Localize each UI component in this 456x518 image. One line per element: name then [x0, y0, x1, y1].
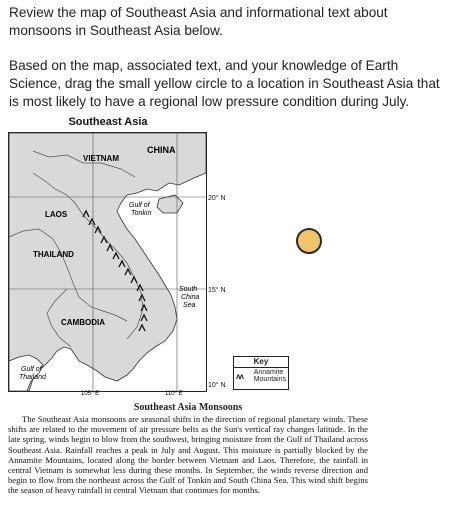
label-south-china-2: China	[181, 294, 200, 301]
label-china: CHINA	[147, 145, 176, 155]
label-south-china-3: Sea	[183, 302, 196, 309]
label-vietnam: VIETNAM	[83, 154, 119, 163]
map-title: Southeast Asia	[68, 116, 148, 128]
key-row-annamite	[234, 368, 288, 384]
key-label-line-1: Annamite	[253, 369, 284, 376]
instruction-paragraph-1: Review the map of Southeast Asia and informational text about monsoons in Southeast Asia below.	[9, 5, 388, 38]
instructions	[9, 4, 451, 111]
label-gulf-tonkin-2: Tonkin	[131, 210, 152, 217]
key-label	[254, 369, 286, 383]
map-key	[233, 356, 289, 390]
latitude-label-15: 15° N	[208, 287, 226, 294]
label-thailand: THAILAND	[33, 250, 74, 259]
southeast-asia-map	[8, 132, 207, 397]
label-lon-110: 110° E	[165, 391, 183, 397]
passage-text: The Southeast Asia monsoons are seasonal shifts in the direction of regional planetary winds. These shifts are related to the movement of air pressure belts as the Sun's vertical ray changes latitude. In the late spring, winds begin to blow from the southwest, bringing moisture from the Gulf of Thailand across Southeast Asia. Rainfall reaches a peak in July and August. This moisture is partially blocked by the Annamite Mountains, located along the border between Vietnam and Laos. Therefore, the rainfall in central Vietnam is somewhat less during these months. In September, the winds reverse direction and begin to flow from the northeast across the Gulf of Tonkin and South China Sea. This wind shift begins the season of heavy rainfall in central Vietnam that continues for months.	[8, 414, 368, 496]
instruction-paragraph-2: Based on the map, associated text, and your knowledge of Earth Science, drag the small yellow circle to a location in Southeast Asia that is most likely to have a regional low pressure condition during July.	[9, 58, 440, 109]
key-title: Key	[234, 357, 288, 368]
map-svg	[9, 133, 206, 397]
label-gulf-thailand-1: Gulf of	[21, 366, 42, 373]
label-gulf-tonkin-1: Gulf of	[129, 202, 150, 209]
label-south-china-1: South	[179, 286, 198, 293]
label-laos: LAOS	[45, 210, 68, 219]
label-gulf-thailand-2: Thailand	[19, 374, 46, 381]
passage-title: Southeast Asia Monsoons	[133, 402, 243, 413]
label-cambodia: CAMBODIA	[61, 318, 105, 327]
mountain-icon: ʌʌ	[236, 371, 243, 381]
label-lon-105: 105° E	[81, 391, 100, 397]
key-label-line-2: Mountains	[253, 376, 286, 383]
latitude-label-20: 20° N	[208, 195, 226, 202]
draggable-yellow-circle[interactable]	[296, 228, 322, 254]
latitude-label-10: 10° N	[208, 382, 226, 389]
